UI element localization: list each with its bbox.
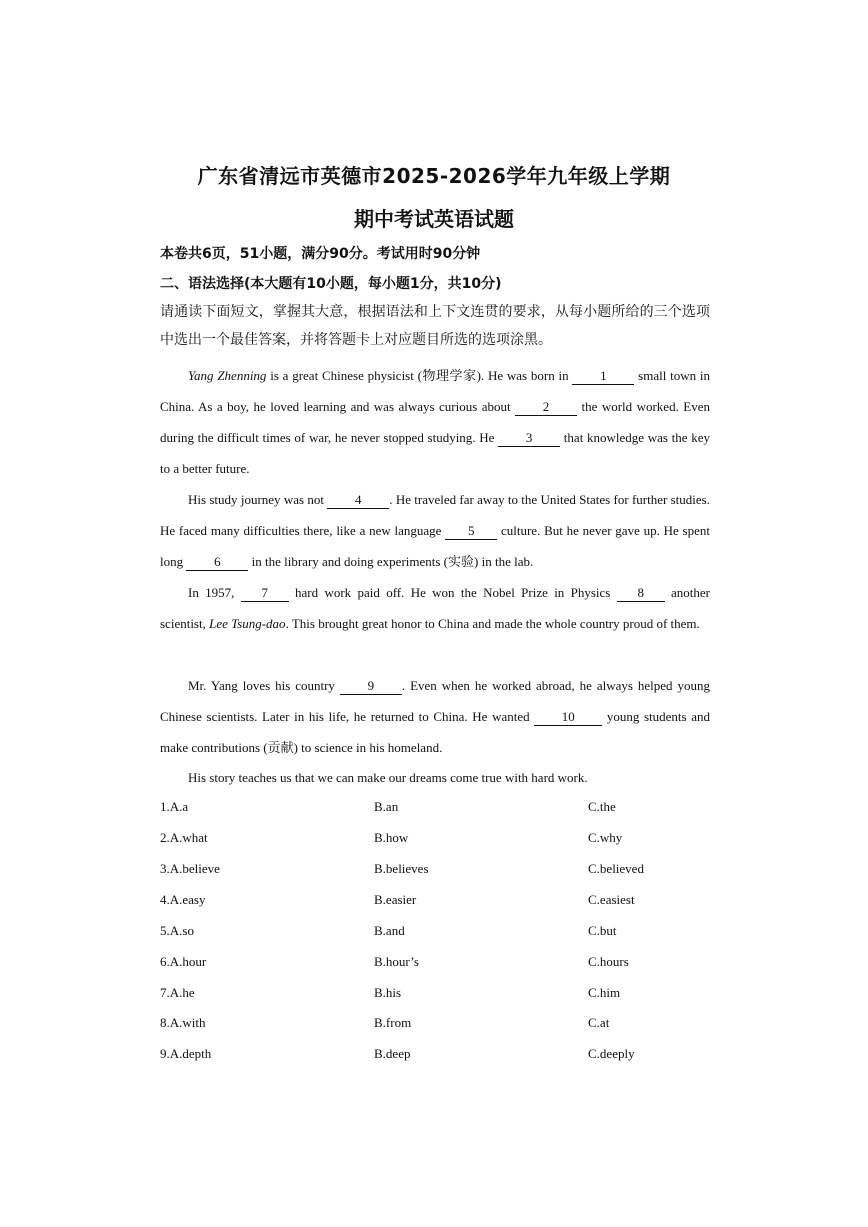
passage-paragraph-3: In 1957, 7 hard work paid off. He won the Nobel Prize in Physics 8 another scientist, Lee Tsung-dao. This brought great honor to China and made the whole country proud of them. [160, 585, 710, 631]
option-c: C.at [588, 1015, 610, 1030]
blank-5: 5 [445, 523, 497, 540]
blank-2: 2 [515, 399, 577, 416]
exam-title-line2: 期中考试英语试题 [354, 207, 514, 231]
option-a: 5.A.so [160, 923, 194, 938]
option-a: 6.A.hour [160, 954, 207, 969]
option-b: B.believes [374, 861, 429, 876]
section-title: 二、语法选择(本大题有10小题，每小题1分，共10分) [160, 276, 502, 292]
option-row [160, 861, 720, 881]
person-name: Yang Zhenning [188, 368, 267, 383]
blank-6: 6 [186, 554, 248, 571]
option-row [160, 923, 720, 943]
option-a: 7.A.he [160, 985, 195, 1000]
passage-paragraph-5: His story teaches us that we can make our dreams come true with hard work. [188, 770, 588, 785]
option-c: C.him [588, 985, 621, 1000]
option-c: C.but [588, 923, 617, 938]
option-row [160, 830, 720, 850]
option-b: B.and [374, 923, 405, 938]
option-c: C.the [588, 799, 616, 814]
option-a: 2.A.what [160, 830, 208, 845]
option-row [160, 799, 720, 819]
passage-paragraph-2: His study journey was not 4 . He traveled far away to the United States for further studies. He faced many difficulties there, like a new language 5 culture. But he never gave up. He spent long 6 in the library and doing experiments (实验) in the lab. [160, 492, 710, 569]
passage-paragraph-1: Yang Zhenning is a great Chinese physicist (物理学家). He was born in 1 small town in China. As a boy, he loved learning and was always curious about 2 the world worked. Even during the difficult times of war, he never stopped studying. He 3 that knowledge was the key to a better future. [160, 368, 710, 476]
option-b: B.his [374, 985, 402, 1000]
option-c: C.deeply [588, 1046, 635, 1061]
blank-1: 1 [572, 368, 634, 385]
exam-title-line1: 广东省清远市英德市2025-2026学年九年级上学期 [197, 164, 671, 188]
section-instruction: 请通读下面短文，掌握其大意，根据语法和上下文连贯的要求，从每小题所给的三个选项中选出一个最佳答案，并将答题卡上对应题目所选的选项涂黑。 [160, 304, 710, 348]
exam-info: 本卷共6页，51小题，满分90分。考试用时90分钟 [160, 246, 481, 262]
option-b: B.deep [374, 1046, 411, 1061]
blank-3: 3 [498, 430, 560, 447]
blank-4: 4 [327, 492, 389, 509]
option-b: B.an [374, 799, 399, 814]
option-row [160, 1015, 720, 1035]
option-row [160, 1046, 720, 1066]
blank-8: 8 [617, 585, 665, 602]
person-name-2: Lee Tsung-dao [209, 616, 286, 631]
option-b: B.how [374, 830, 409, 845]
option-b: B.hour’s [374, 954, 419, 969]
option-b: B.from [374, 1015, 412, 1030]
option-row [160, 892, 720, 912]
option-row [160, 985, 720, 1005]
option-row [160, 954, 720, 974]
blank-9: 9 [340, 678, 402, 695]
passage-paragraph-4: Mr. Yang loves his country 9 . Even when he worked abroad, he always helped young Chinese scientists. Later in his life, he returned to China. He wanted 10 young students and make contributions (贡献) to science in his homeland. [160, 678, 710, 755]
option-c: C.hours [588, 954, 629, 969]
option-c: C.easiest [588, 892, 635, 907]
option-b: B.easier [374, 892, 417, 907]
option-a: 1.A.a [160, 799, 189, 814]
option-a: 4.A.easy [160, 892, 206, 907]
option-a: 9.A.depth [160, 1046, 212, 1061]
option-c: C.believed [588, 861, 644, 876]
option-a: 8.A.with [160, 1015, 206, 1030]
option-a: 3.A.believe [160, 861, 220, 876]
blank-10: 10 [534, 709, 602, 726]
option-c: C.why [588, 830, 623, 845]
blank-7: 7 [241, 585, 289, 602]
